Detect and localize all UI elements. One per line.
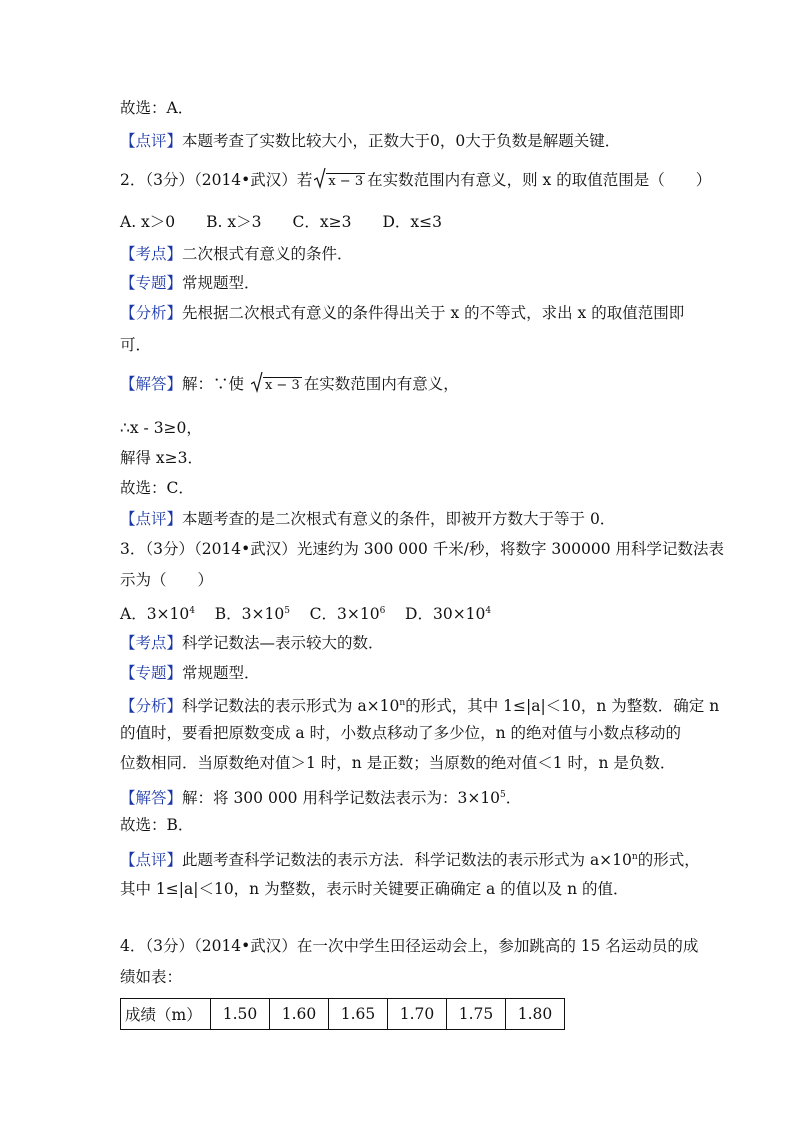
zhuanti-tag: 【专题】 <box>120 274 183 292</box>
q2-fenxi-cont: 可． <box>120 336 152 354</box>
fenxi-text-1c: 的形式，其中 1≤|a|＜10，n 为整数．确定 n <box>405 697 720 716</box>
q2-review <box>120 508 615 530</box>
q4-stem-2: 绩如表： <box>120 968 183 986</box>
table-row <box>121 999 565 1030</box>
sqrt-expression <box>251 373 302 397</box>
q3-options <box>120 600 491 625</box>
review-text: 本题考查的是二次根式有意义的条件，即被开方数大于等于 0． <box>182 510 616 528</box>
jieda-post: 在实数范围内有意义， <box>303 375 459 393</box>
kaodian-tag: 【考点】 <box>120 634 183 652</box>
q2-step2: 解得 x≥3． <box>120 449 204 467</box>
radical-sign-icon <box>314 167 326 189</box>
table-cell: 1.60 <box>270 999 329 1030</box>
jieda-tag: 【解答】 <box>120 789 183 808</box>
option-a-text: A．3×10 <box>120 605 190 624</box>
jieda-tag: 【解答】 <box>120 375 183 393</box>
option-d <box>405 605 491 623</box>
table-cell: 1.70 <box>388 999 447 1030</box>
q2-zhuanti <box>120 272 260 294</box>
review-text-1c: 的形式， <box>637 851 700 870</box>
jieda-pre: 解：∵使 <box>182 375 249 393</box>
radicand: x − 3 <box>328 174 364 189</box>
q3-stem-2: 示为（ ） <box>120 571 214 589</box>
review-tag: 【点评】 <box>120 132 183 150</box>
q1-review <box>120 130 620 152</box>
q2-stem-pre: 2．（3分）（2014•武汉）若 <box>120 171 313 189</box>
fenxi-text-1: 先根据二次根式有意义的条件得出关于 x 的不等式，求出 x 的取值范围即 <box>182 304 685 322</box>
kaodian-text: 科学记数法—表示较大的数． <box>182 634 384 652</box>
option-b <box>215 605 290 623</box>
jieda-end: ． <box>505 789 522 808</box>
q3-fenxi <box>120 692 719 717</box>
jieda-text: 解：将 300 000 用科学记数法表示为：3×10 <box>182 789 501 808</box>
q3-jieda <box>120 784 521 809</box>
option-a <box>120 605 195 623</box>
table-cell: 1.80 <box>506 999 565 1030</box>
q3-kaodian <box>120 632 384 654</box>
zhuanti-text: 常规题型． <box>182 274 260 292</box>
option-b-exp: 5 <box>284 606 290 616</box>
fenxi-tag: 【分析】 <box>120 697 183 716</box>
review-tag: 【点评】 <box>120 510 183 528</box>
review-tag: 【点评】 <box>120 851 183 870</box>
table-cell: 1.75 <box>447 999 506 1030</box>
table-cell: 1.50 <box>211 999 270 1030</box>
kaodian-text: 二次根式有意义的条件． <box>182 245 353 263</box>
review-text: 本题考查了实数比较大小，正数大于0，0大于负数是解题关键． <box>182 132 621 150</box>
table-header-cell: 成绩（m） <box>121 999 211 1030</box>
option-c-exp: 6 <box>379 606 386 616</box>
q3-fenxi-3: 位数相同．当原数绝对值＞1 时，n 是正数；当原数的绝对值＜1 时，n 是负数． <box>120 754 676 772</box>
q2-options: A. x＞0 B. x＞3 C．x≥3 D．x≤3 <box>120 213 442 231</box>
q3-answer: 故选：B． <box>120 816 194 834</box>
review-text-1a: 此题考查科学记数法的表示方法．科学记数法的表示形式为 a×10 <box>182 851 632 870</box>
jieda-exp: 5 <box>500 790 506 800</box>
fenxi-tag: 【分析】 <box>120 304 183 322</box>
table-cell: 1.65 <box>329 999 388 1030</box>
q2-step1: ∴x - 3≥0， <box>120 419 202 437</box>
q2-fenxi <box>120 302 684 324</box>
kaodian-tag: 【考点】 <box>120 245 183 263</box>
zhuanti-tag: 【专题】 <box>120 664 183 682</box>
scores-table <box>120 998 565 1030</box>
option-b-text: B．3×10 <box>214 605 285 624</box>
fenxi-text-1a: 科学记数法的表示形式为 a×10 <box>182 697 400 716</box>
radical-sign-icon <box>251 371 263 393</box>
q3-fenxi-2: 的值时，要看把原数变成 a 时，小数点移动了多少位，n 的绝对值与小数点移动的 <box>120 724 682 742</box>
q3-zhuanti <box>120 662 260 684</box>
sqrt-expression <box>314 169 365 193</box>
q2-jieda <box>120 373 459 397</box>
q2-stem <box>120 169 711 193</box>
option-c <box>310 605 386 623</box>
radicand: x − 3 <box>264 378 300 393</box>
q2-kaodian <box>120 243 353 265</box>
q2-answer: 故选：C． <box>120 479 194 497</box>
q4-stem-1: 4．（3分）（2014•武汉）在一次中学生田径运动会上，参加跳高的 15 名运动员的成 <box>120 937 699 955</box>
q3-stem-1: 3．（3分）（2014•武汉）光速约为 300 000 千米/秒，将数字 300000 用科学记数法表 <box>120 540 725 558</box>
q2-stem-post: 在实数范围内有意义，则 x 的取值范围是（ ） <box>367 171 712 189</box>
answer-line-a: 故选：A． <box>120 99 194 117</box>
review-exp: n <box>631 852 638 862</box>
option-a-exp: 4 <box>189 606 196 616</box>
option-d-exp: 4 <box>485 606 492 616</box>
option-c-text: C．3×10 <box>309 605 380 624</box>
q3-review-2: 其中 1≤|a|＜10，n 为整数，表示时关键要正确确定 a 的值以及 n 的值． <box>120 880 629 898</box>
q3-review <box>120 846 700 871</box>
fenxi-exp: n <box>399 698 406 708</box>
option-d-text: D．30×10 <box>405 605 486 624</box>
zhuanti-text: 常规题型． <box>182 664 260 682</box>
